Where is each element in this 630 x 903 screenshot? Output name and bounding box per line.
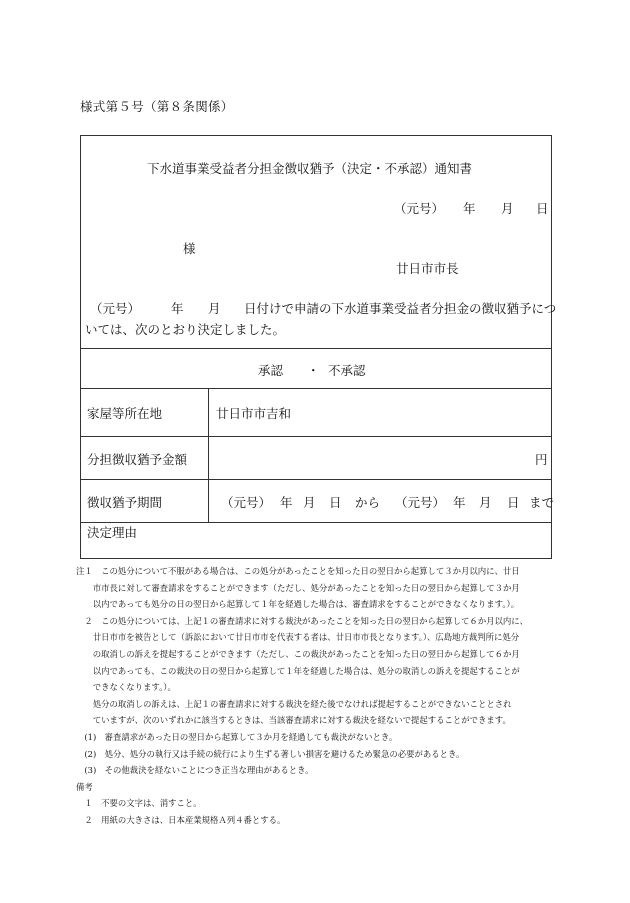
period-year-end: 年 xyxy=(453,495,466,510)
body-era: （元号） xyxy=(90,301,141,316)
note-line: できなくなります。）。 xyxy=(76,682,176,693)
divider-line xyxy=(81,388,551,389)
note-line: の取消しの訴えを提起することができます（ただし、この裁決があったことを知った日の翌日から起算して６か月 xyxy=(76,648,520,659)
remarks-heading: 備考 xyxy=(76,781,93,792)
decision-approve: 承認 xyxy=(258,363,284,378)
period-day-start: 日 xyxy=(329,495,342,510)
divider-line xyxy=(81,348,551,349)
date-month: 月 xyxy=(501,201,514,216)
note-line: (2) 処分、処分の執行又は手続の続行により生ずる著しい損害を避けるため緊急の必要があるとき。 xyxy=(76,748,465,759)
note-line: 市市長に対して審査請求をすることができます（ただし、処分があったことを知った日の翌日から起算して３か月 xyxy=(76,582,520,593)
date-year: 年 xyxy=(463,201,476,216)
period-month-start: 月 xyxy=(303,495,316,510)
body-line2: いては、次のとおり決定しました。 xyxy=(85,322,286,337)
decision-separator: ・ xyxy=(307,363,320,378)
note-line: (3) その他裁決を経ないことにつき正当な理由があるとき。 xyxy=(76,765,314,776)
notice-form-frame xyxy=(80,135,557,559)
reason-label: 決定理由 xyxy=(87,525,138,540)
period-label: 徴収猶予期間 xyxy=(87,495,163,510)
period-from: から xyxy=(355,495,381,510)
period-month-end: 月 xyxy=(479,495,492,510)
note-line: 注１ この処分について不服がある場合は、この処分があったことを知った日の翌日から起算して３か月以内に、廿日 xyxy=(76,566,520,576)
divider-line xyxy=(81,522,551,523)
column-divider xyxy=(208,388,209,522)
period-day-end: 日 xyxy=(507,495,520,510)
note-line: 処分の取消しの訴えは、上記１の審査請求に対する裁決を経た後でなければ提起することができないこととされ xyxy=(76,698,512,709)
period-era-end: （元号） xyxy=(395,495,446,510)
period-era-start: （元号） xyxy=(221,495,272,510)
divider-line xyxy=(81,436,551,437)
body-year: 年 xyxy=(171,301,184,316)
location-value: 廿日市市吉和 xyxy=(216,406,292,421)
divider-line xyxy=(81,479,551,480)
note-line: ２ この処分については、上記１の審査請求に対する裁決があったことを知った日の翌日から起算して６か月以内に、 xyxy=(76,615,528,626)
amount-label: 分担徴収猶予金額 xyxy=(87,452,188,467)
notes-section xyxy=(76,563,552,829)
body-month: 月 xyxy=(208,301,221,316)
issuer-name: 廿日市市長 xyxy=(396,261,459,276)
document-title: 下水道事業受益者分担金徴収猶予（決定・不承認）通知書 xyxy=(147,161,473,176)
note-line: ２ 用紙の大きさは、日本産業規格Ａ列４番とする。 xyxy=(76,814,286,825)
period-until: まで xyxy=(529,495,555,510)
location-label: 家屋等所在地 xyxy=(87,406,163,421)
body-line1-rest: 日付けで申請の下水道事業受益者分担金の徴収猶予につ xyxy=(244,301,557,316)
addressee-honorific: 様 xyxy=(183,241,196,256)
amount-unit: 円 xyxy=(535,452,548,467)
form-number-title: 様式第５号（第８条関係） xyxy=(80,99,234,114)
date-era: （元号） xyxy=(394,201,445,216)
decision-reject: 不承認 xyxy=(328,363,366,378)
note-line: １ 不要の文字は、消すこと。 xyxy=(76,798,202,809)
note-line: 以内であっても処分の日の翌日から起算して１年を経過した場合は、審査請求をすることができなくなります。）。 xyxy=(76,599,520,610)
note-line: 以内であっても、この裁決の日の翌日から起算して１年を経過した場合は、処分の取消しの訴えを提起することが xyxy=(76,665,520,676)
date-day: 日 xyxy=(536,201,549,216)
note-line: ていますが、次のいずれかに該当するときは、当該審査請求に対する裁決を経ないで提起することができます。 xyxy=(76,715,511,726)
period-year-start: 年 xyxy=(280,495,293,510)
note-line: 廿日市市を被告として（訴訟において廿日市市を代表する者は、廿日市市長となります。）、広島地方裁判所に処分 xyxy=(76,632,520,643)
note-line: (1) 審査請求があった日の翌日から起算して３か月を経過しても裁決がないとき。 xyxy=(76,731,398,742)
